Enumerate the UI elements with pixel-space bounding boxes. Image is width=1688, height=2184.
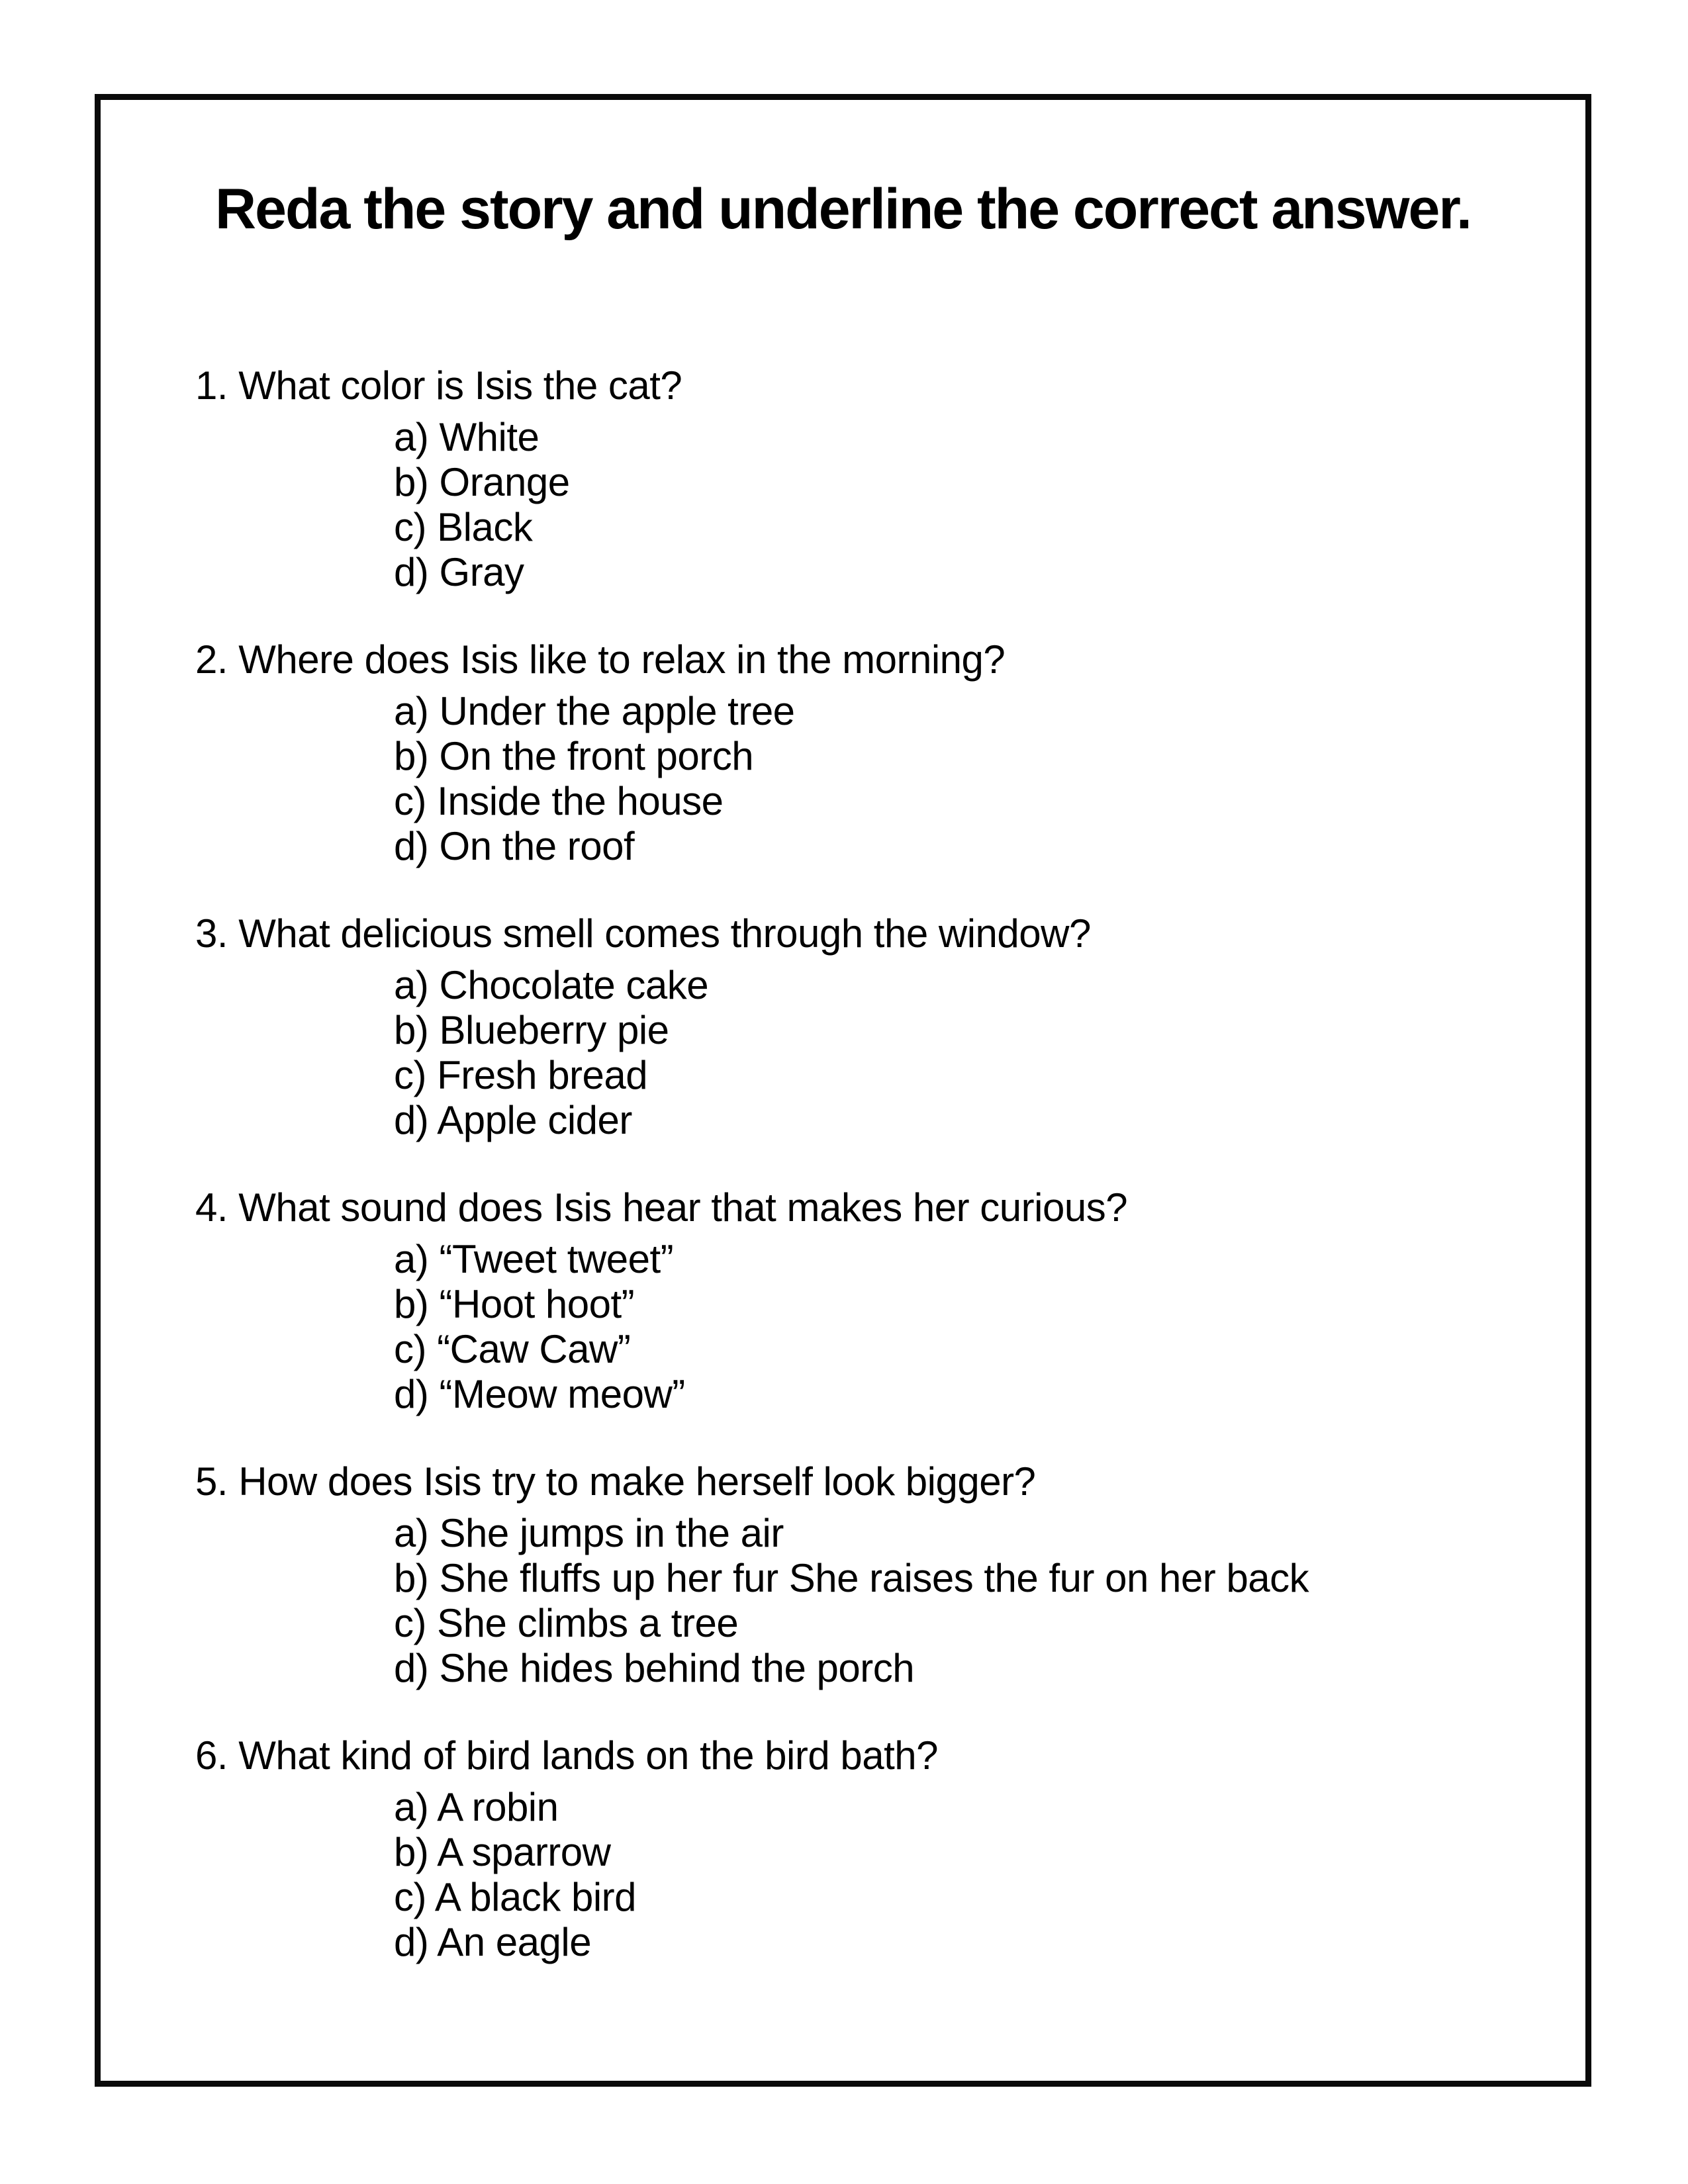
option-item: c) “Caw Caw” — [394, 1327, 631, 1371]
question-block — [195, 1185, 1559, 1417]
question-prompt: 1. What color is Isis the cat? — [195, 363, 682, 408]
option-list — [195, 415, 1559, 595]
option-item: c) Inside the house — [394, 779, 724, 823]
option-item: b) A sparrow — [394, 1830, 611, 1874]
option-item: b) “Hoot hoot” — [394, 1282, 635, 1326]
option-item: a) She jumps in the air — [394, 1511, 784, 1555]
option-item: d) “Meow meow” — [394, 1372, 685, 1416]
option-item: d) Apple cider — [394, 1098, 632, 1142]
option-item: b) Blueberry pie — [394, 1008, 669, 1052]
option-item: d) On the roof — [394, 824, 635, 868]
question-prompt: 6. What kind of bird lands on the bird bath? — [195, 1733, 939, 1778]
option-list — [195, 963, 1559, 1143]
option-item: a) Under the apple tree — [394, 689, 795, 733]
option-item: c) Fresh bread — [394, 1053, 648, 1097]
option-item: a) Chocolate cake — [394, 963, 709, 1007]
option-item: d) She hides behind the porch — [394, 1646, 915, 1690]
option-list — [195, 1511, 1559, 1691]
worksheet-title: Reda the story and underline the correct answer. — [215, 177, 1471, 241]
question-block — [195, 1459, 1559, 1691]
option-list — [195, 1785, 1559, 1965]
question-prompt: 3. What delicious smell comes through the window? — [195, 911, 1091, 956]
question-list — [101, 363, 1585, 1965]
option-item: a) White — [394, 415, 539, 459]
option-list — [195, 689, 1559, 869]
option-list — [195, 1237, 1559, 1417]
worksheet-border — [95, 94, 1591, 2087]
option-item: c) A black bird — [394, 1875, 637, 1919]
option-item: c) Black — [394, 505, 533, 549]
option-item: a) “Tweet tweet” — [394, 1237, 674, 1281]
question-prompt: 4. What sound does Isis hear that makes her curious? — [195, 1185, 1128, 1230]
option-item: c) She climbs a tree — [394, 1601, 739, 1645]
option-item: b) On the front porch — [394, 734, 754, 778]
question-prompt: 2. Where does Isis like to relax in the morning? — [195, 637, 1006, 682]
question-block — [195, 363, 1559, 595]
option-item: b) Orange — [394, 460, 570, 504]
option-item: b) She fluffs up her fur She raises the fur on her back — [394, 1556, 1309, 1600]
question-block — [195, 637, 1559, 869]
question-block — [195, 911, 1559, 1143]
option-item: d) An eagle — [394, 1920, 592, 1964]
option-item: d) Gray — [394, 550, 524, 594]
option-item: a) A robin — [394, 1785, 559, 1829]
question-prompt: 5. How does Isis try to make herself look bigger? — [195, 1459, 1036, 1504]
question-block — [195, 1733, 1559, 1965]
